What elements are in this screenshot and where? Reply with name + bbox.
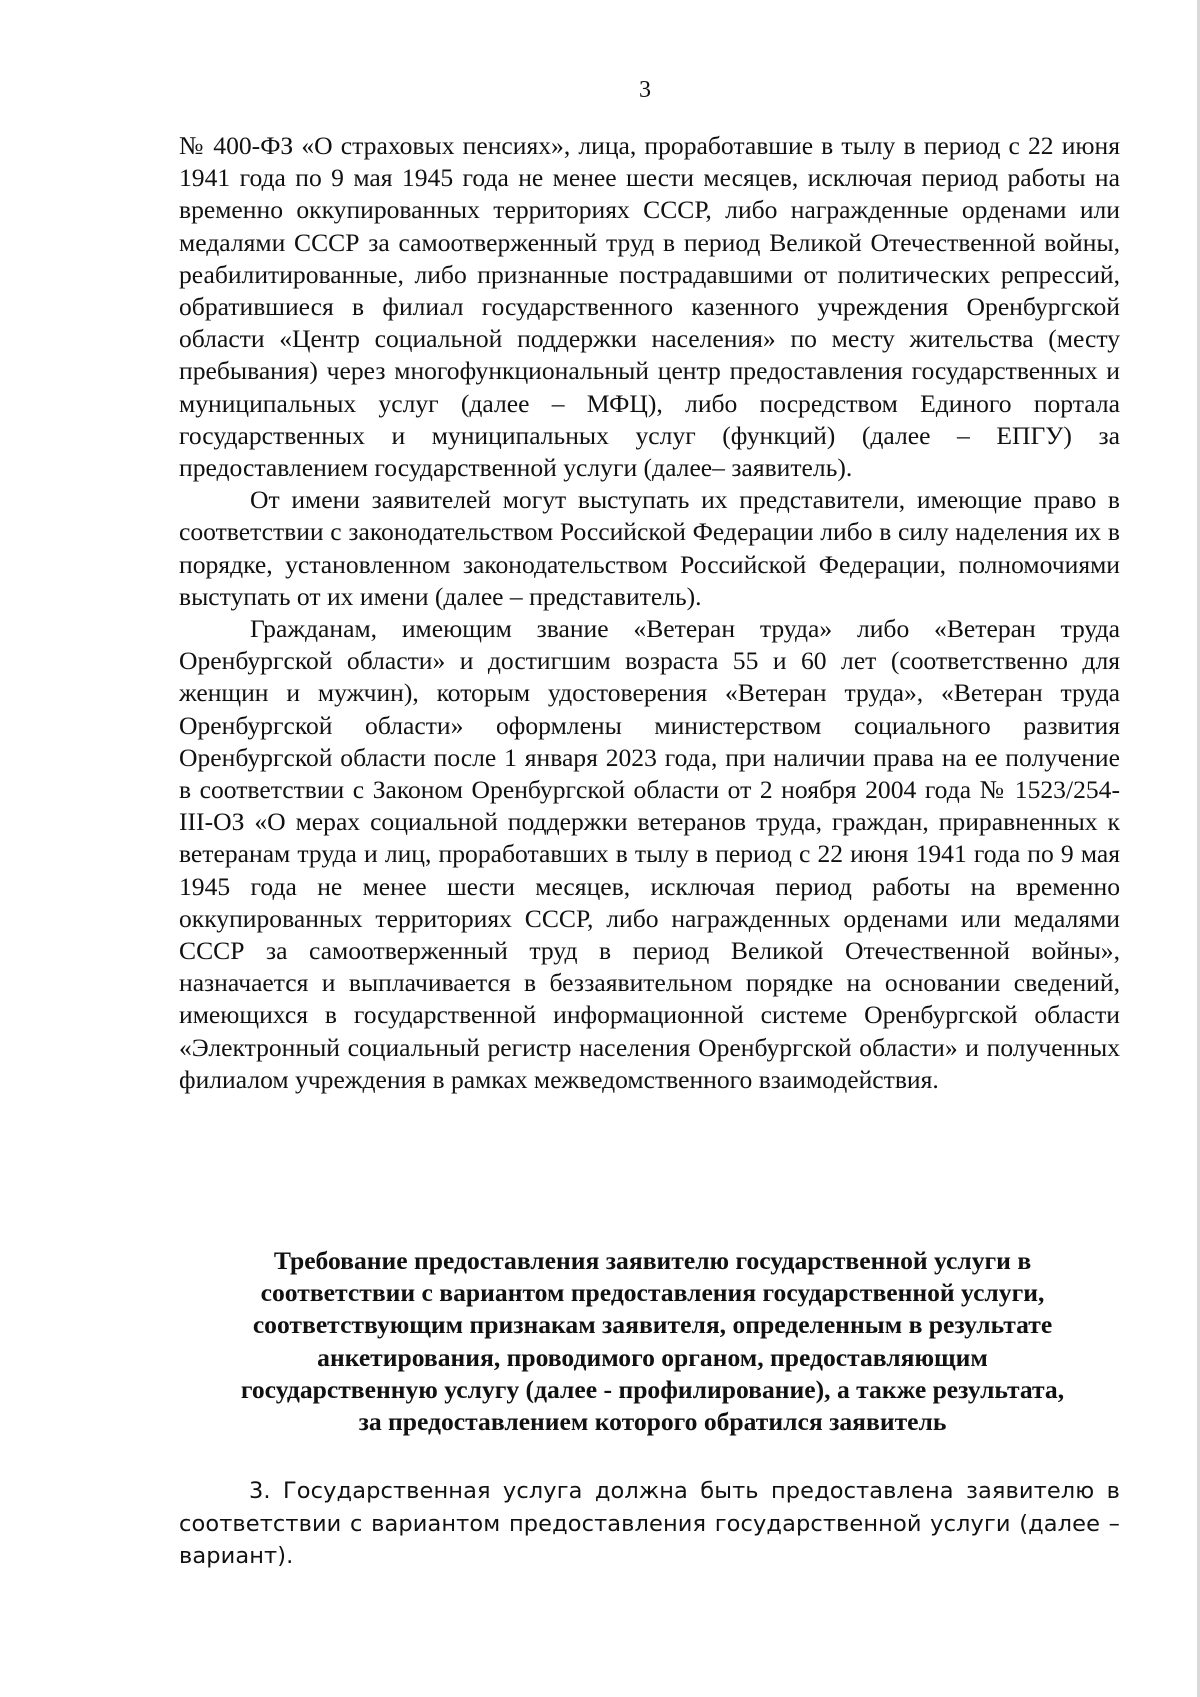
body-text [179, 130, 1120, 1096]
section-heading-line: государственную услугу (далее - профилирование), а также результата, [240, 1374, 1065, 1404]
section-heading-line: соответствующим признакам заявителя, определенным в результате [252, 1310, 1053, 1340]
section-heading-line: анкетирования, проводимого органом, предоставляющим [317, 1342, 988, 1372]
paragraph-eligible-applicants: № 400-ФЗ «О страховых пенсиях», лица, проработавшие в тылу в период с 22 июня 1941 года по 9 мая 1945 года не менее шести месяцев, исключая период работы на временно оккупированных территориях СССР, либо награжденные орденами или медалями СССР за самоотверженный труд в период Великой Отечественной войны, реабилитированные, либо признанные пострадавшими от политических репрессий, обратившиеся в филиал государственного казенного учреждения Оренбургской области «Центр социальной поддержки населения» по месту жительства (месту пребывания) через многофункциональный центр предоставления государственных и муниципальных услуг (далее – МФЦ), либо посредством Единого портала государственных и муниципальных услуг (функций) (далее – ЕПГУ) за предоставлением государственной услуги (далее– заявитель). [179, 131, 1120, 483]
section-heading-line: соответствии с вариантом предоставления государственной услуги, [260, 1278, 1045, 1308]
page-number: 3 [639, 77, 651, 103]
section-heading-line: Требование предоставления заявителю государственной услуги в [273, 1246, 1032, 1275]
paragraph-automatic-assignment: Гражданам, имеющим звание «Ветеран труда» либо «Ветеран труда Оренбургской области» и достигшим возраста 55 и 60 лет (соответственно для женщин и мужчин), которым удостоверения «Ветеран труда», «Ветеран труда Оренбургской области» оформлены министерством социального развития Оренбургской области после 1 января 2023 года, при наличии права на ее получение в соответствии с Законом Оренбургской области от 2 ноября 2004 года № 1523/254-III-ОЗ «О мерах социальной поддержки ветеранов труда, граждан, приравненных к ветеранам труда и лиц, проработавших в тылу в период с 22 июня 1941 года по 9 мая 1945 года не менее шести месяцев, исключая период работы на временно оккупированных территориях СССР, либо награжденных орденами или медалями СССР за самоотверженный труд в период Великой Отечественной войны», назначается и выплачивается в беззаявительном порядке на основании сведений, имеющихся в государственной информационной системе Оренбургской области «Электронный социальный регистр населения Оренбургской области» и полученных филиалом учреждения в рамках межведомственного взаимодействия. [179, 614, 1120, 1094]
section-heading-line: за предоставлением которого обратился заявитель [358, 1407, 947, 1437]
clause-3-paragraph: 3. Государственная услуга должна быть предоставлена заявителю в соответствии с вариантом предоставления государственной услуги (далее – вариант). [179, 1478, 1120, 1569]
paragraph-representatives: От имени заявителей могут выступать их представители, имеющие право в соответствии с законодательством Российской Федерации либо в силу наделения их в порядке, установленном законодательством Российской Федерации, полномочиями выступать от их имени (далее – представитель). [179, 485, 1120, 611]
section-heading [185, 1245, 1120, 1438]
